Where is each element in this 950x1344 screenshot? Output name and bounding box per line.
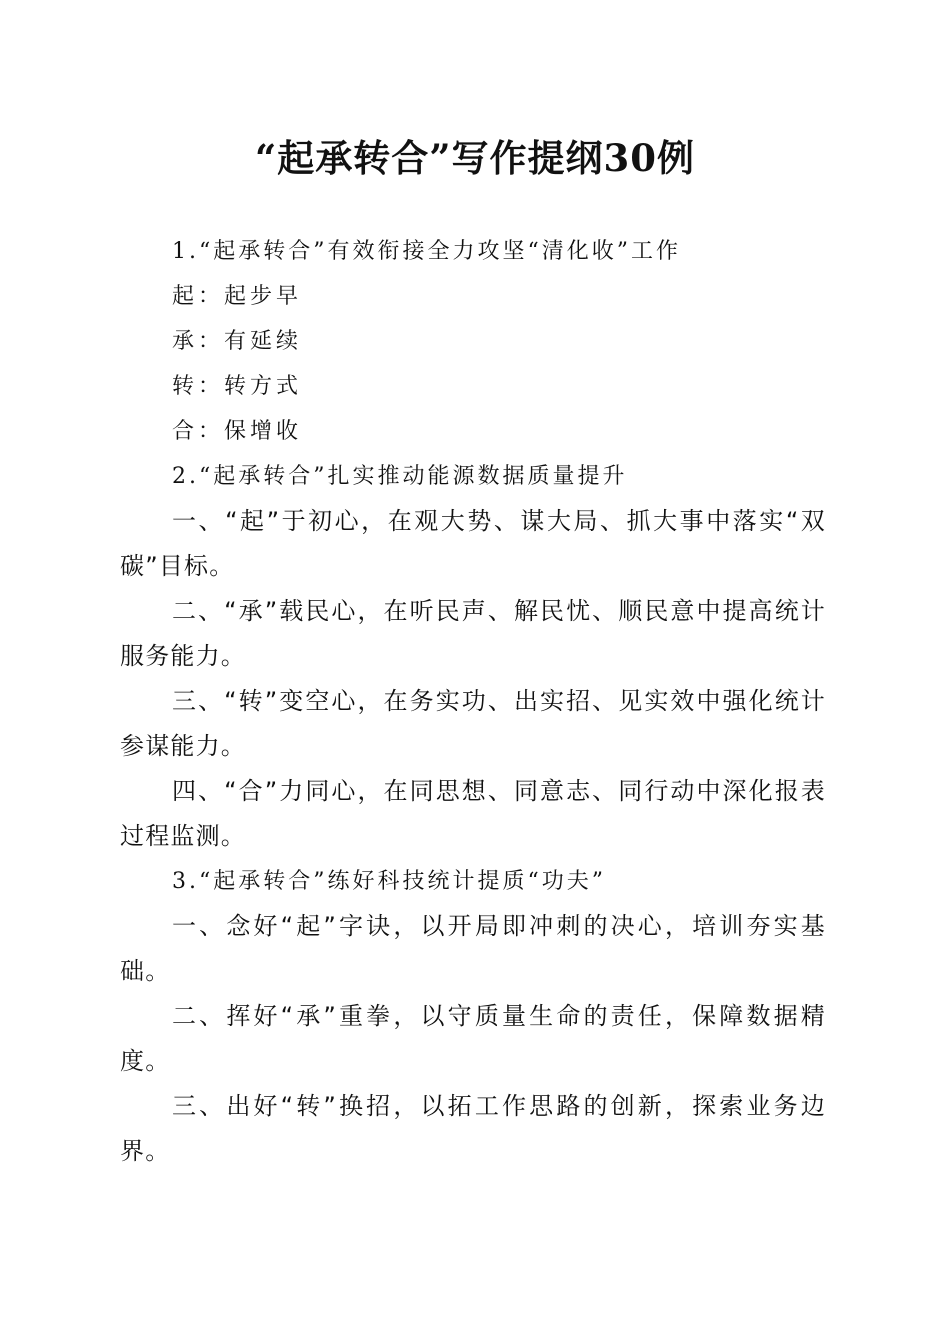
section-2-paragraph-2: 二、“承”载民心，在听民声、解民忧、顺民意中提高统计服务能力。 [120,597,826,670]
section-2-paragraph-1: 一、“起”于初心，在观大势、谋大局、抓大事中落实“双碳”目标。 [120,507,826,580]
section-3-paragraph-1: 一、念好“起”字诀，以开局即冲刺的决心，培训夯实基础。 [120,912,826,985]
section-3-paragraph-3: 三、出好“转”换招，以拓工作思路的创新，探索业务边界。 [120,1092,826,1165]
document-title: “起承转合”写作提纲30例 [254,136,696,180]
section-heading-1: 1.“起承转合”有效衔接全力攻坚“清化收”工作 [172,239,681,264]
section-1-item-cheng: 承：有延续 [172,329,303,354]
section-2-paragraph-3: 三、“转”变空心，在务实功、出实招、见实效中强化统计参谋能力。 [120,687,826,760]
section-1-item-qi: 起：起步早 [172,284,303,309]
section-3-paragraph-2: 二、挥好“承”重拳，以守质量生命的责任，保障数据精度。 [120,1002,826,1075]
section-2-paragraph-4: 四、“合”力同心，在同思想、同意志、同行动中深化报表过程监测。 [120,777,826,850]
section-1-item-he: 合：保增收 [172,419,303,444]
section-heading-2: 2.“起承转合”扎实推动能源数据质量提升 [172,464,628,489]
document-body [120,229,826,1174]
section-heading-3: 3.“起承转合”练好科技统计提质“功夫” [172,869,606,894]
section-1-item-zhuan: 转：转方式 [172,374,303,399]
